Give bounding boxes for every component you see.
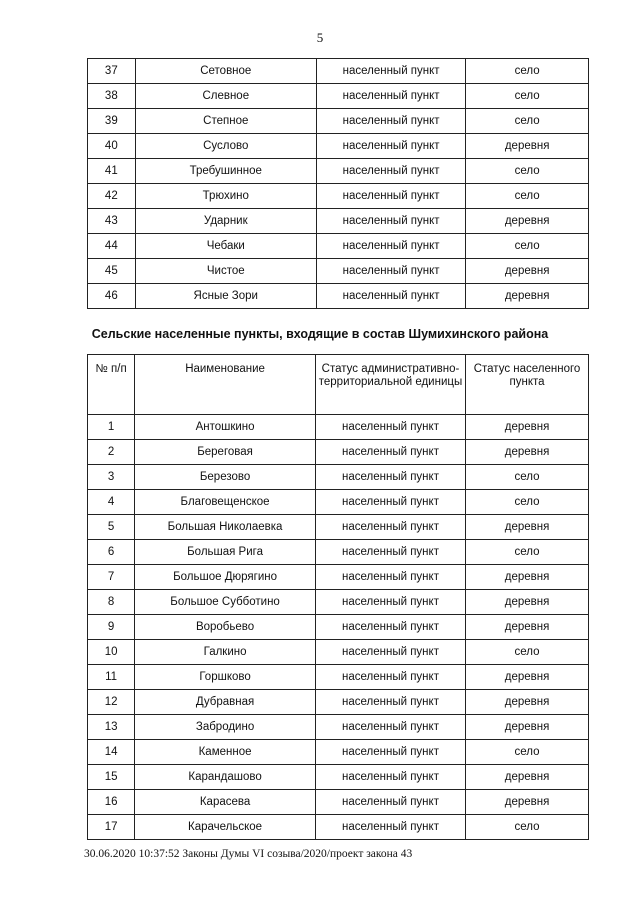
- cell-num: 44: [88, 234, 136, 259]
- table-row: [88, 765, 589, 790]
- cell-num: 1: [88, 415, 135, 440]
- table-row: [88, 515, 589, 540]
- cell-settlement-status: деревня: [466, 284, 589, 309]
- cell-admin-status: населенный пункт: [315, 590, 465, 615]
- cell-settlement-status: село: [466, 490, 589, 515]
- cell-admin-status: населенный пункт: [316, 134, 465, 159]
- table-row: [88, 665, 589, 690]
- cell-name: Воробьево: [135, 615, 316, 640]
- cell-num: 12: [88, 690, 135, 715]
- cell-settlement-status: деревня: [466, 515, 589, 540]
- cell-settlement-status: деревня: [466, 690, 589, 715]
- cell-admin-status: населенный пункт: [316, 159, 465, 184]
- cell-settlement-status: село: [466, 84, 589, 109]
- cell-num: 2: [88, 440, 135, 465]
- cell-num: 3: [88, 465, 135, 490]
- cell-settlement-status: деревня: [466, 790, 589, 815]
- cell-name: Большая Николаевка: [135, 515, 316, 540]
- cell-admin-status: населенный пункт: [316, 184, 465, 209]
- cell-num: 46: [88, 284, 136, 309]
- cell-name: Забродино: [135, 715, 316, 740]
- cell-admin-status: населенный пункт: [315, 790, 465, 815]
- cell-settlement-status: деревня: [466, 134, 589, 159]
- table-row: [88, 84, 589, 109]
- cell-admin-status: населенный пункт: [315, 490, 465, 515]
- cell-name: Березово: [135, 465, 316, 490]
- cell-name: Чебаки: [135, 234, 316, 259]
- cell-name: Карандашово: [135, 765, 316, 790]
- cell-num: 37: [88, 59, 136, 84]
- cell-admin-status: населенный пункт: [316, 59, 465, 84]
- cell-num: 11: [88, 665, 135, 690]
- table-row: [88, 259, 589, 284]
- cell-admin-status: населенный пункт: [316, 84, 465, 109]
- cell-num: 6: [88, 540, 135, 565]
- table-row: [88, 184, 589, 209]
- cell-admin-status: населенный пункт: [315, 815, 465, 840]
- table-row: [88, 565, 589, 590]
- header-num: № п/п: [88, 355, 135, 415]
- cell-name: Большое Дюрягино: [135, 565, 316, 590]
- table-header-row: [88, 355, 589, 415]
- cell-settlement-status: село: [466, 640, 589, 665]
- cell-name: Требушинное: [135, 159, 316, 184]
- cell-settlement-status: село: [466, 184, 589, 209]
- cell-settlement-status: деревня: [466, 615, 589, 640]
- table-row: [88, 465, 589, 490]
- cell-settlement-status: деревня: [466, 765, 589, 790]
- cell-num: 43: [88, 209, 136, 234]
- document-footer: 30.06.2020 10:37:52 Законы Думы VI созыва/2020/проект закона 43: [84, 848, 413, 860]
- cell-settlement-status: деревня: [466, 259, 589, 284]
- table-row: [88, 790, 589, 815]
- table-row: [88, 615, 589, 640]
- shumikha-settlements-table: [87, 354, 589, 840]
- cell-name: Карасева: [135, 790, 316, 815]
- shumikha-settlements-table-body: [88, 415, 589, 840]
- table-row: [88, 440, 589, 465]
- cell-name: Слевное: [135, 84, 316, 109]
- cell-name: Каменное: [135, 740, 316, 765]
- cell-admin-status: населенный пункт: [315, 690, 465, 715]
- table-row: [88, 815, 589, 840]
- cell-admin-status: населенный пункт: [315, 565, 465, 590]
- cell-num: 9: [88, 615, 135, 640]
- cell-admin-status: населенный пункт: [316, 209, 465, 234]
- cell-num: 5: [88, 515, 135, 540]
- cell-num: 40: [88, 134, 136, 159]
- table-row: [88, 590, 589, 615]
- cell-num: 10: [88, 640, 135, 665]
- header-admin-status: Статус административно-территориальной единицы: [315, 355, 465, 415]
- table-row: [88, 540, 589, 565]
- cell-num: 8: [88, 590, 135, 615]
- cell-num: 13: [88, 715, 135, 740]
- cell-admin-status: населенный пункт: [316, 284, 465, 309]
- cell-name: Карачельское: [135, 815, 316, 840]
- settlements-table-continued: [87, 58, 589, 309]
- cell-num: 17: [88, 815, 135, 840]
- table-row: [88, 59, 589, 84]
- cell-settlement-status: деревня: [466, 440, 589, 465]
- cell-admin-status: населенный пункт: [315, 665, 465, 690]
- cell-num: 42: [88, 184, 136, 209]
- cell-name: Трюхино: [135, 184, 316, 209]
- cell-settlement-status: деревня: [466, 590, 589, 615]
- cell-admin-status: населенный пункт: [315, 515, 465, 540]
- cell-admin-status: населенный пункт: [316, 234, 465, 259]
- table-row: [88, 490, 589, 515]
- cell-admin-status: населенный пункт: [315, 415, 465, 440]
- table-row: [88, 740, 589, 765]
- cell-num: 4: [88, 490, 135, 515]
- cell-name: Горшково: [135, 665, 316, 690]
- cell-name: Береговая: [135, 440, 316, 465]
- cell-num: 16: [88, 790, 135, 815]
- table-row: [88, 690, 589, 715]
- table-row: [88, 284, 589, 309]
- page-number: 5: [316, 30, 324, 45]
- cell-admin-status: населенный пункт: [315, 640, 465, 665]
- table-row: [88, 209, 589, 234]
- cell-num: 45: [88, 259, 136, 284]
- cell-settlement-status: село: [466, 815, 589, 840]
- cell-settlement-status: деревня: [466, 415, 589, 440]
- cell-name: Антошкино: [135, 415, 316, 440]
- cell-name: Благовещенское: [135, 490, 316, 515]
- cell-settlement-status: деревня: [466, 665, 589, 690]
- cell-name: Чистое: [135, 259, 316, 284]
- cell-admin-status: населенный пункт: [315, 540, 465, 565]
- cell-settlement-status: село: [466, 740, 589, 765]
- cell-admin-status: населенный пункт: [315, 740, 465, 765]
- cell-settlement-status: деревня: [466, 715, 589, 740]
- cell-num: 15: [88, 765, 135, 790]
- cell-num: 41: [88, 159, 136, 184]
- cell-admin-status: населенный пункт: [316, 259, 465, 284]
- cell-num: 38: [88, 84, 136, 109]
- cell-settlement-status: село: [466, 234, 589, 259]
- cell-name: Степное: [135, 109, 316, 134]
- cell-settlement-status: село: [466, 59, 589, 84]
- cell-num: 39: [88, 109, 136, 134]
- table-row: [88, 159, 589, 184]
- cell-name: Галкино: [135, 640, 316, 665]
- cell-settlement-status: деревня: [466, 565, 589, 590]
- cell-settlement-status: деревня: [466, 209, 589, 234]
- cell-settlement-status: село: [466, 540, 589, 565]
- cell-admin-status: населенный пункт: [315, 765, 465, 790]
- table-row: [88, 234, 589, 259]
- cell-admin-status: населенный пункт: [315, 615, 465, 640]
- table-row: [88, 715, 589, 740]
- cell-name: Большая Рига: [135, 540, 316, 565]
- header-settlement-status: Статус населенного пункта: [466, 355, 589, 415]
- table-row: [88, 134, 589, 159]
- cell-name: Ясные Зори: [135, 284, 316, 309]
- cell-admin-status: населенный пункт: [315, 715, 465, 740]
- cell-admin-status: населенный пункт: [315, 465, 465, 490]
- cell-name: Дубравная: [135, 690, 316, 715]
- cell-num: 14: [88, 740, 135, 765]
- cell-settlement-status: село: [466, 465, 589, 490]
- header-name: Наименование: [135, 355, 316, 415]
- table-row: [88, 109, 589, 134]
- cell-name: Суслово: [135, 134, 316, 159]
- cell-settlement-status: село: [466, 109, 589, 134]
- cell-name: Ударник: [135, 209, 316, 234]
- table-row: [88, 415, 589, 440]
- table-row: [88, 640, 589, 665]
- cell-settlement-status: село: [466, 159, 589, 184]
- cell-admin-status: населенный пункт: [315, 440, 465, 465]
- cell-name: Большое Субботино: [135, 590, 316, 615]
- settlements-table-continued-body: [88, 59, 589, 309]
- cell-admin-status: населенный пункт: [316, 109, 465, 134]
- section-heading: Сельские населенные пункты, входящие в состав Шумихинского района: [91, 327, 549, 341]
- cell-num: 7: [88, 565, 135, 590]
- cell-name: Сетовное: [135, 59, 316, 84]
